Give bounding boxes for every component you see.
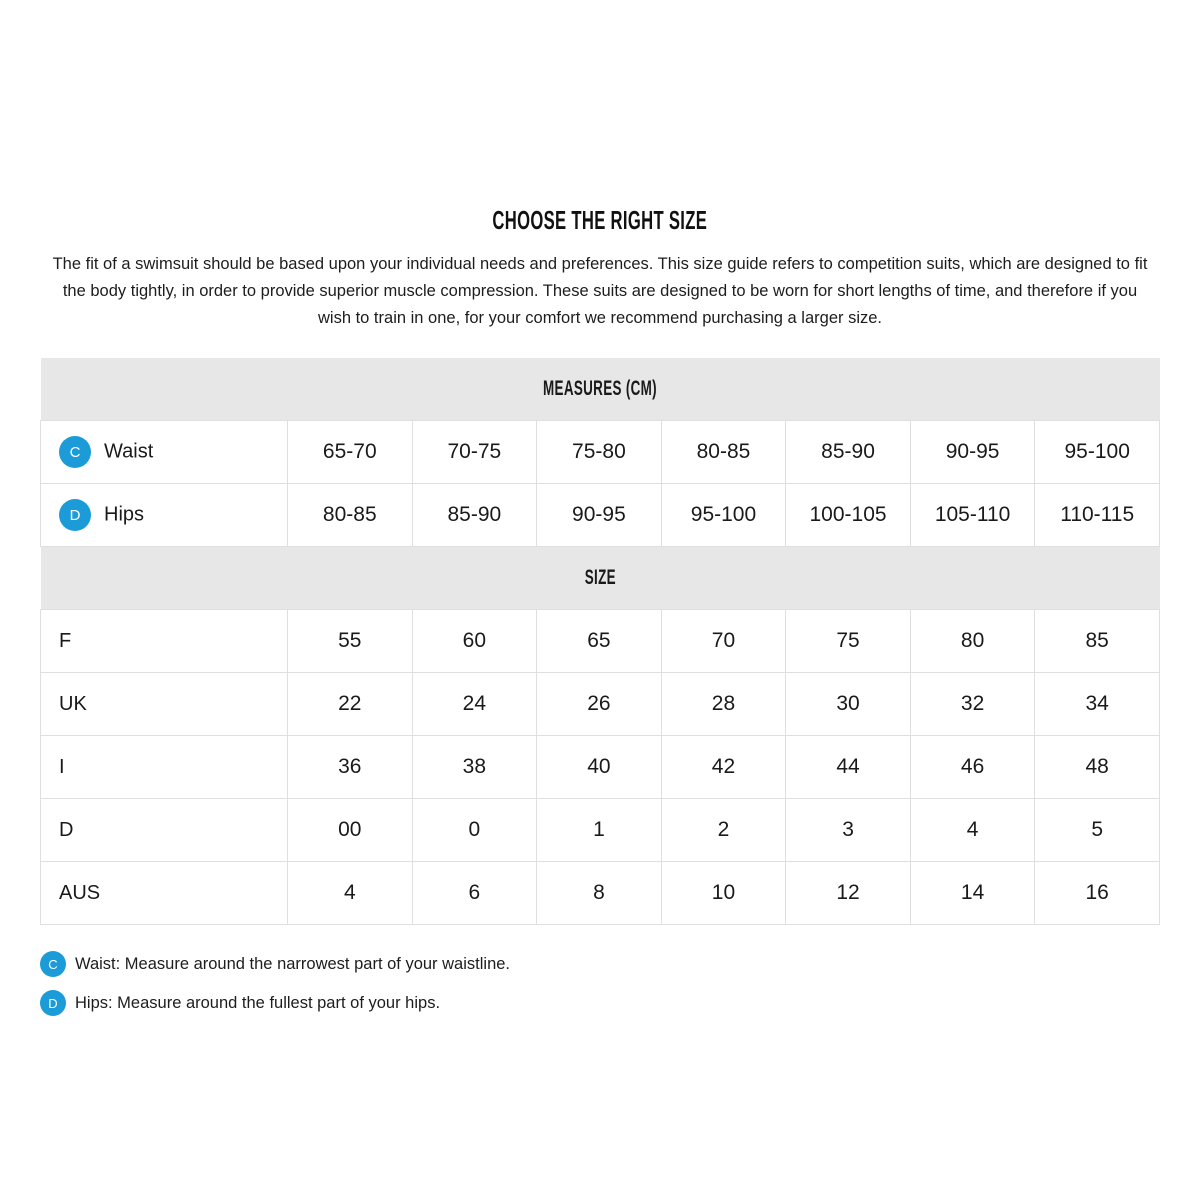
table-cell: 80-85 xyxy=(288,484,413,547)
table-cell: 14 xyxy=(910,862,1035,925)
table-cell: 70 xyxy=(661,610,786,673)
table-cell: 40 xyxy=(537,736,662,799)
hips-label: Hips xyxy=(104,503,145,526)
table-row-i xyxy=(41,736,1160,799)
i-label-cell: I xyxy=(41,736,288,799)
table-cell: 30 xyxy=(786,673,911,736)
table-cell: 80 xyxy=(910,610,1035,673)
table-cell: 34 xyxy=(1035,673,1160,736)
waist-label-cell xyxy=(41,421,288,484)
table-cell: 16 xyxy=(1035,862,1160,925)
table-cell: 44 xyxy=(786,736,911,799)
d-label-cell: D xyxy=(41,799,288,862)
table-cell: 24 xyxy=(412,673,537,736)
size-header-row xyxy=(41,547,1160,610)
hips-footnote-text: Hips: Measure around the fullest part of your hips. xyxy=(75,994,441,1012)
table-cell: 3 xyxy=(786,799,911,862)
measures-header-cell xyxy=(41,358,1160,421)
waist-label: Waist xyxy=(104,440,154,463)
waist-c-badge: C xyxy=(59,436,91,468)
hips-d-badge: D xyxy=(59,499,91,531)
table-cell: 75 xyxy=(786,610,911,673)
size-guide-table xyxy=(40,358,1160,925)
table-cell: 60 xyxy=(412,610,537,673)
table-cell: 95-100 xyxy=(1035,421,1160,484)
table-cell: 12 xyxy=(786,862,911,925)
waist-footnote-text: Waist: Measure around the narrowest part of your waistline. xyxy=(75,955,511,973)
uk-label-cell: UK xyxy=(41,673,288,736)
hips-label-cell xyxy=(41,484,288,547)
table-cell: 90-95 xyxy=(537,484,662,547)
page-title-text: CHOOSE THE RIGHT SIZE xyxy=(492,205,708,235)
aus-label-cell: AUS xyxy=(41,862,288,925)
table-cell: 22 xyxy=(288,673,413,736)
table-cell: 6 xyxy=(412,862,537,925)
table-cell: 55 xyxy=(288,610,413,673)
table-cell: 70-75 xyxy=(412,421,537,484)
page-title xyxy=(40,205,1160,235)
waist-footnote xyxy=(40,951,1160,977)
size-header-text: SIZE xyxy=(584,566,616,589)
table-cell: 2 xyxy=(661,799,786,862)
table-row-d xyxy=(41,799,1160,862)
table-row-f xyxy=(41,610,1160,673)
table-row-hips xyxy=(41,484,1160,547)
measures-header-row xyxy=(41,358,1160,421)
table-cell: 85-90 xyxy=(412,484,537,547)
table-cell: 26 xyxy=(537,673,662,736)
intro-text: The fit of a swimsuit should be based upon your individual needs and preferences. This size guide refers to competition suits, which are designed to fit the body tightly, in order to provide superior muscle compression. These suits are designed to be worn for short lengths of time, and therefore if you wish to train in one, for your comfort we recommend purchasing a larger size. xyxy=(52,255,1148,327)
table-cell: 4 xyxy=(910,799,1035,862)
table-cell: 28 xyxy=(661,673,786,736)
table-cell: 46 xyxy=(910,736,1035,799)
table-row-waist xyxy=(41,421,1160,484)
table-cell: 85-90 xyxy=(786,421,911,484)
table-cell: 80-85 xyxy=(661,421,786,484)
table-cell: 38 xyxy=(412,736,537,799)
measures-header-text: MEASURES (CM) xyxy=(543,377,657,400)
hips-footnote-d-badge: D xyxy=(40,990,66,1016)
table-cell: 90-95 xyxy=(910,421,1035,484)
table-cell: 110-115 xyxy=(1035,484,1160,547)
table-cell: 00 xyxy=(288,799,413,862)
table-cell: 48 xyxy=(1035,736,1160,799)
table-cell: 5 xyxy=(1035,799,1160,862)
table-cell: 36 xyxy=(288,736,413,799)
table-cell: 95-100 xyxy=(661,484,786,547)
table-cell: 0 xyxy=(412,799,537,862)
table-cell: 32 xyxy=(910,673,1035,736)
table-cell: 8 xyxy=(537,862,662,925)
waist-footnote-c-badge: C xyxy=(40,951,66,977)
table-cell: 10 xyxy=(661,862,786,925)
table-cell: 4 xyxy=(288,862,413,925)
hips-footnote xyxy=(40,990,1160,1016)
table-cell: 105-110 xyxy=(910,484,1035,547)
f-label-cell: F xyxy=(41,610,288,673)
table-cell: 100-105 xyxy=(786,484,911,547)
table-cell: 42 xyxy=(661,736,786,799)
table-cell: 85 xyxy=(1035,610,1160,673)
footnotes xyxy=(40,951,1160,1016)
table-cell: 1 xyxy=(537,799,662,862)
table-row-aus xyxy=(41,862,1160,925)
table-cell: 75-80 xyxy=(537,421,662,484)
table-cell: 65 xyxy=(537,610,662,673)
table-row-uk xyxy=(41,673,1160,736)
table-cell: 65-70 xyxy=(288,421,413,484)
size-header-cell xyxy=(41,547,1160,610)
